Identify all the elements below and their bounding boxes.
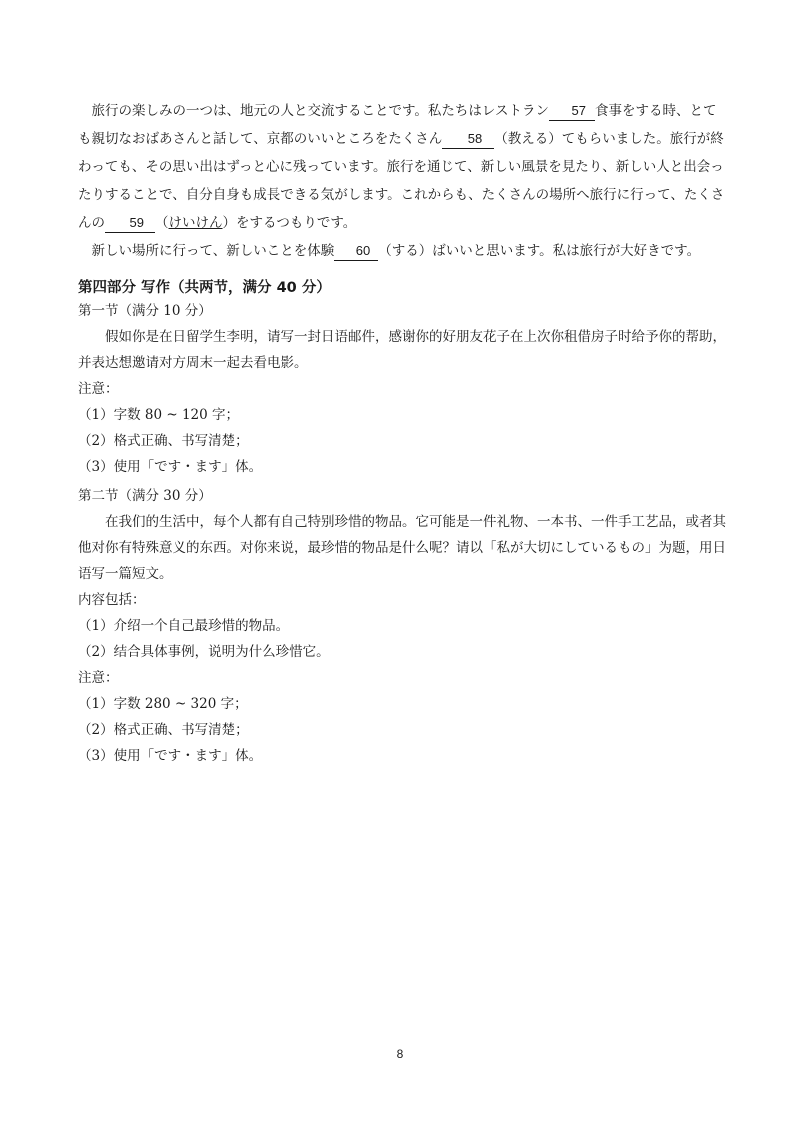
section1 [78, 298, 728, 480]
passage-text: 食事をする時、とても親切なおばあさんと話して、京都のいいところをたくさん [78, 103, 717, 147]
passage-text: 旅行の楽しみの一つは、地元の人と交流することです。私たちはレストラン [91, 103, 550, 119]
blank-57: 57 [549, 102, 595, 121]
passage-text: 新しい場所に行って、新しいことを体験 [91, 243, 335, 259]
note-item: （2）格式正确、书写清楚； [78, 433, 249, 449]
section2-content-label: 内容包括： [78, 592, 146, 608]
section2-notes-label: 注意： [78, 670, 119, 686]
section2 [78, 483, 728, 769]
blank-58: 58 [442, 130, 494, 149]
page-number: 8 [396, 1047, 404, 1061]
reading-passage [78, 97, 728, 265]
section1-notes-label: 注意： [78, 381, 119, 397]
note-item: （2）格式正确、书写清楚； [78, 722, 249, 738]
passage-text: ）をするつもりです。 [222, 215, 357, 231]
passage-text: （ [155, 215, 169, 231]
passage-text: （する）ばいいと思います。私は旅行が大好きです。 [378, 243, 701, 259]
passage-paragraph-2 [78, 237, 728, 265]
content-item: （2）结合具体事例，说明为什么珍惜它。 [78, 644, 330, 660]
section1-prompt: 假如你是在日留学生李明，请写一封日语邮件，感谢你的好朋友花子在上次你租借房子时给予你的帮助，并表达想邀请对方周末一起去看电影。 [78, 329, 726, 371]
content-item: （1）介绍一个自己最珍惜的物品。 [78, 618, 290, 634]
note-item: （3）使用「です・ます」体。 [78, 459, 263, 475]
note-item: （1）字数 280 ~ 320 字； [78, 696, 248, 712]
part4-title: 第四部分 写作（共两节，满分 40 分） [78, 280, 331, 296]
note-item: （1）字数 80 ~ 120 字； [78, 407, 240, 423]
section2-heading: 第二节（满分 30 分） [78, 488, 212, 504]
section2-prompt: 在我们的生活中，每个人都有自己特别珍惜的物品。它可能是一件礼物、一本书、一件手工艺品，或者其他对你有特殊意义的东西。对你来说，最珍惜的物品是什么呢？请以「私が大切にしているもの」为题，用日语写一篇短文。 [78, 514, 726, 582]
blank-59: 59 [105, 214, 155, 233]
underlined-word: けいけん [168, 215, 223, 231]
passage-paragraph-1 [78, 97, 728, 237]
passage-text: （教える）てもらいました。旅行が終わっても、その思い出はずっと心に残っています。旅行を通じて、新しい風景を見たり、新しい人と出会ったりすることで、自分自身も成長できる気がします。これからも、たくさんの場所へ旅行に行って、たくさんの [78, 131, 725, 231]
section1-heading: 第一节（满分 10 分） [78, 303, 212, 319]
blank-60: 60 [334, 242, 378, 261]
note-item: （3）使用「です・ます」体。 [78, 748, 263, 764]
